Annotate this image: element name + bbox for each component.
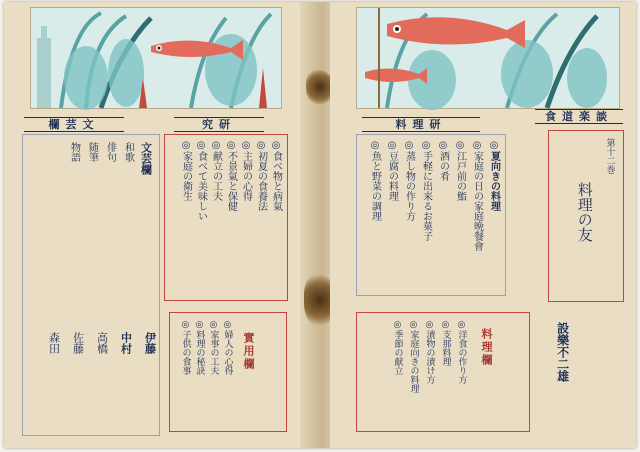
author-0: 伊藤: [143, 332, 157, 354]
right-side-head: 食道楽談: [535, 109, 623, 124]
right-bottom-item-1: ◎支那料理: [440, 320, 451, 366]
right-bottom-item-0: ◎洋食の作り方: [456, 320, 467, 384]
recipe-2: ◎江戸前の鮨: [454, 140, 466, 201]
right-banner-illustration: [356, 7, 620, 109]
author-2: 高橋: [95, 332, 109, 354]
left-bottom-tag: 實用欄: [242, 332, 255, 371]
left-banner-illustration: [30, 7, 282, 109]
right-bottom-item-4: ◎季節の献立: [392, 320, 403, 375]
recipe-3: ◎酒の肴: [437, 140, 449, 181]
bungei-item-1: 和歌: [122, 142, 134, 162]
left-article-1: ◎初夏の食養法: [255, 140, 267, 211]
left-article-4: ◎献立の工夫: [210, 140, 222, 201]
left-bottom-item-2: ◎料理の秘訣: [194, 320, 205, 375]
left-bottom-item-1: ◎家事の工夫: [208, 320, 219, 375]
left-article-5: ◎食べて美味しい: [195, 140, 207, 221]
right-bottom-item-3: ◎家庭向きの料理: [408, 320, 419, 393]
right-page: [330, 2, 636, 448]
left-page: [4, 2, 310, 448]
author-4: 森田: [47, 332, 61, 354]
left-article-6: ◎家庭の衛生: [180, 140, 192, 201]
left-article-2: ◎主婦の心得: [240, 140, 252, 201]
recipe-0: ◎夏向きの料理: [488, 140, 500, 211]
bungei-section-head: 欄芸文: [24, 117, 124, 132]
bungei-item-0: 文芸欄: [139, 142, 153, 175]
recipe-4: ◎手軽に出来るお菓子: [420, 140, 432, 241]
left-bottom-item-0: ◎婦人の心得: [222, 320, 233, 375]
bungei-item-3: 随筆: [86, 142, 98, 162]
magazine-sub: 第十二巻: [604, 138, 615, 174]
left-bottom-item-3: ◎子供の食事: [180, 320, 191, 375]
right-section-head: 料理研: [362, 117, 480, 132]
bungei-item-2: 俳句: [104, 142, 116, 162]
willow-carp-illustration-right: [357, 8, 619, 108]
left-article-3: ◎不景氣と保健: [225, 140, 237, 211]
bungei-item-4: 物語: [68, 142, 80, 162]
recipe-1: ◎家庭の日の家庭晩餐會: [471, 140, 483, 251]
motto: 設樂不二雄: [555, 322, 570, 382]
recipe-6: ◎豆腐の料理: [386, 140, 398, 201]
author-1: 中村: [119, 332, 133, 354]
author-3: 佐藤: [71, 332, 85, 354]
left-section-head: 究研: [174, 117, 264, 132]
left-article-0: ◎食べ物と病氣: [270, 140, 282, 211]
magazine-title: 料理の友: [575, 182, 594, 242]
recipe-5: ◎蒸し物の作り方: [403, 140, 415, 221]
recipe-7: ◎魚と野菜の調理: [369, 140, 381, 221]
willow-carp-illustration-left: [31, 8, 281, 108]
right-bottom-item-2: ◎漬物の漬け方: [424, 320, 435, 384]
right-bottom-tag: 料理欄: [480, 328, 493, 367]
magazine-spread: [4, 2, 636, 448]
